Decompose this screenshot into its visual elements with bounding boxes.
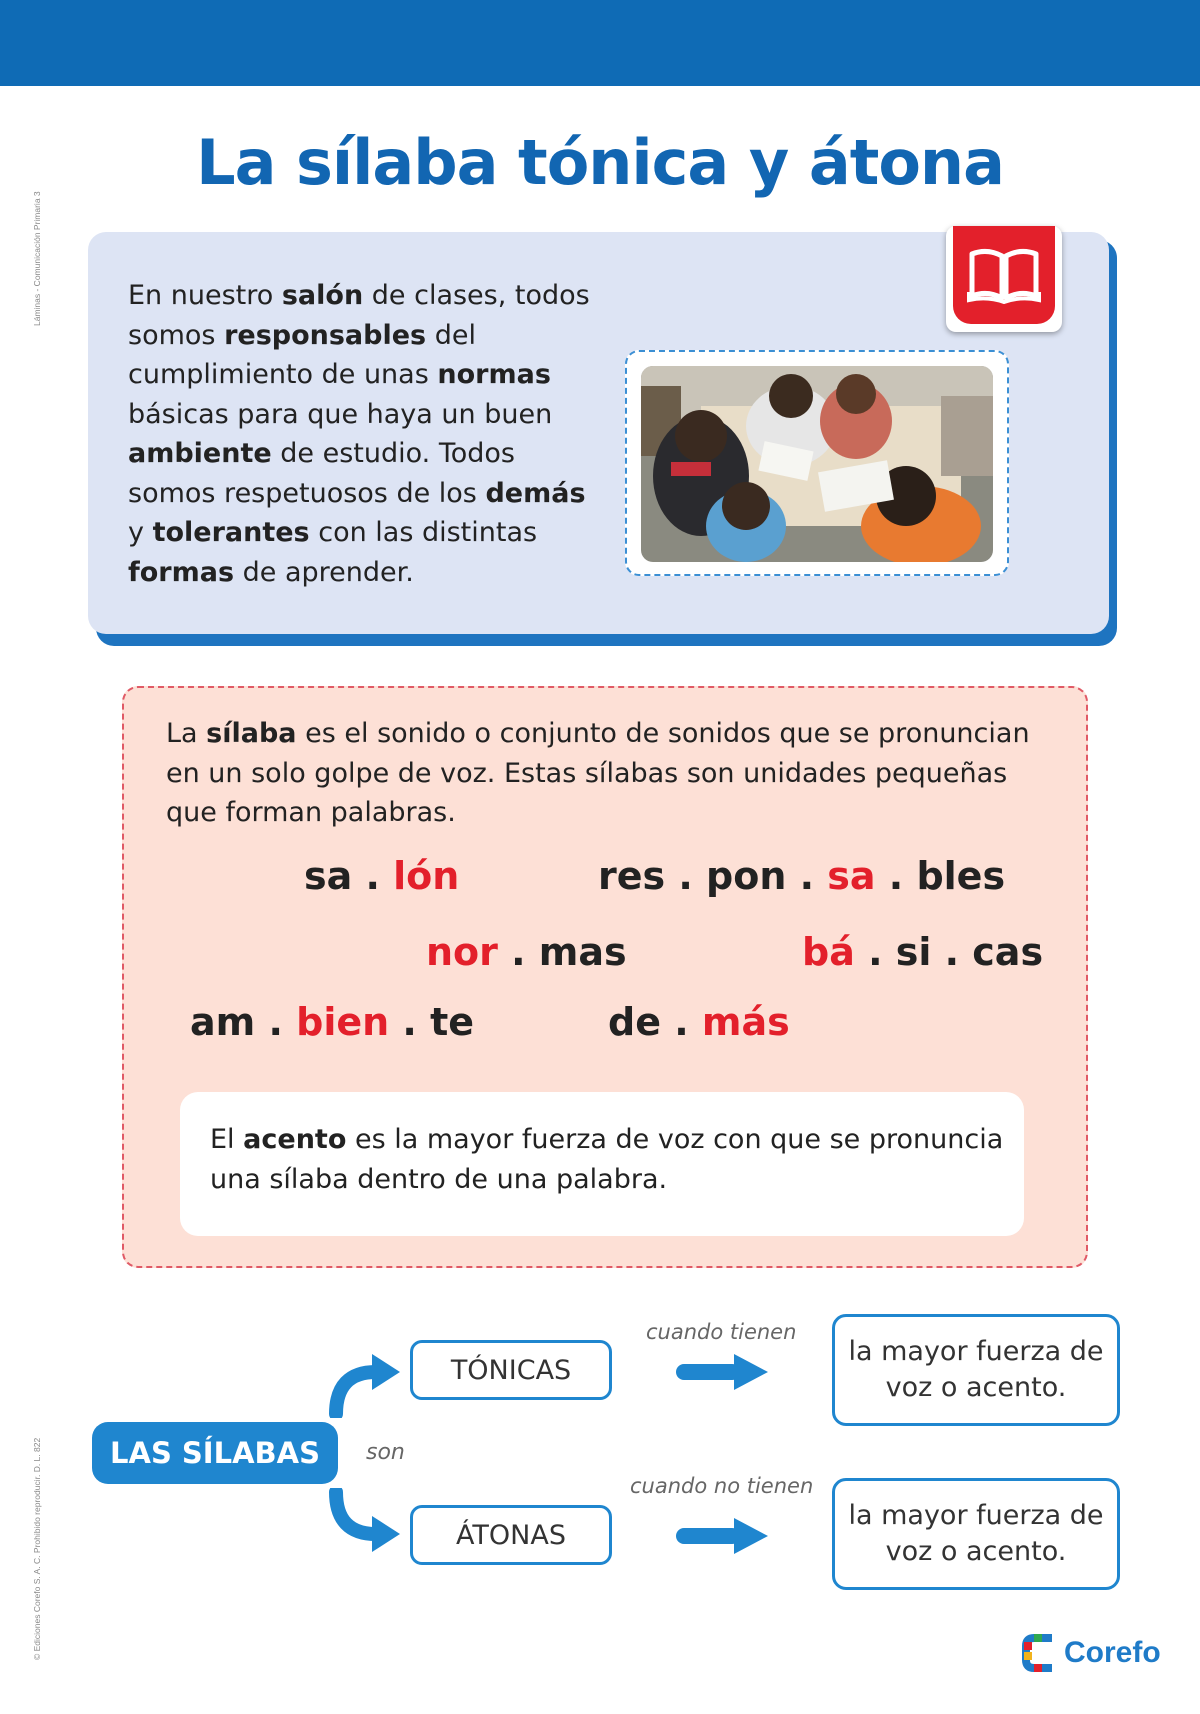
reading-box (88, 232, 1109, 634)
page-title: La sílaba tónica y átona (196, 126, 1004, 199)
syllable-box (122, 686, 1088, 1268)
word-basicas: bá . si . cas (802, 930, 1044, 974)
root-label: LAS SÍLABAS (92, 1422, 338, 1484)
syllable-definition: La sílaba es el sonido o conjunto de sonidos que se pronuncian en un solo golpe de voz. Estas sílabas son unidades pequeñas que forman palabras. (166, 718, 1030, 828)
logo-text: Corefo (1064, 1636, 1161, 1669)
condition-bottom: cuando no tienen (630, 1474, 814, 1498)
curved-arrow-up-icon (328, 1342, 406, 1418)
accent-definition-box (180, 1092, 1024, 1236)
condition-top: cuando tienen (646, 1320, 797, 1344)
top-banner (0, 0, 1200, 86)
category-tonicas: TÓNICAS (410, 1340, 612, 1400)
reading-text: En nuestro salón de clases, todos somos responsables del cumplimiento de unas normas básicas para que haya un buen ambiente de estudio. Todos somos respetuosos de los demás y tolerantes con las distintas formas de aprender. (128, 280, 590, 588)
word-salon: sa . lón (304, 854, 460, 898)
connector-label: son (366, 1440, 405, 1465)
category-atonas: ÁTONAS (410, 1505, 612, 1565)
classroom-photo (641, 366, 993, 562)
side-note-top: Láminas - Comunicación Primaria 3 (32, 191, 42, 326)
side-note-bottom: © Ediciones Corefo S. A. C. Prohibido reproducir. D. L. 822 (32, 1437, 42, 1660)
word-responsables: res . pon . sa . bles (598, 854, 1006, 898)
result-top: la mayor fuerza de voz o acento. (832, 1314, 1120, 1426)
result-bottom: la mayor fuerza de voz o acento. (832, 1478, 1120, 1590)
arrow-right-icon (672, 1516, 772, 1556)
arrow-right-icon (672, 1352, 772, 1392)
book-badge (946, 226, 1062, 332)
photo-frame (625, 350, 1009, 576)
word-demas: de . más (608, 1000, 790, 1044)
corefo-logo-icon (1022, 1632, 1058, 1674)
curved-arrow-down-icon (328, 1488, 406, 1564)
accent-definition: El acento es la mayor fuerza de voz con que se pronuncia una sílaba dentro de una palabra. (210, 1124, 1004, 1195)
word-normas: nor . mas (426, 930, 627, 974)
word-ambiente: am . bien . te (190, 1000, 475, 1044)
open-book-icon (967, 246, 1041, 304)
corefo-logo (1022, 1632, 1161, 1674)
